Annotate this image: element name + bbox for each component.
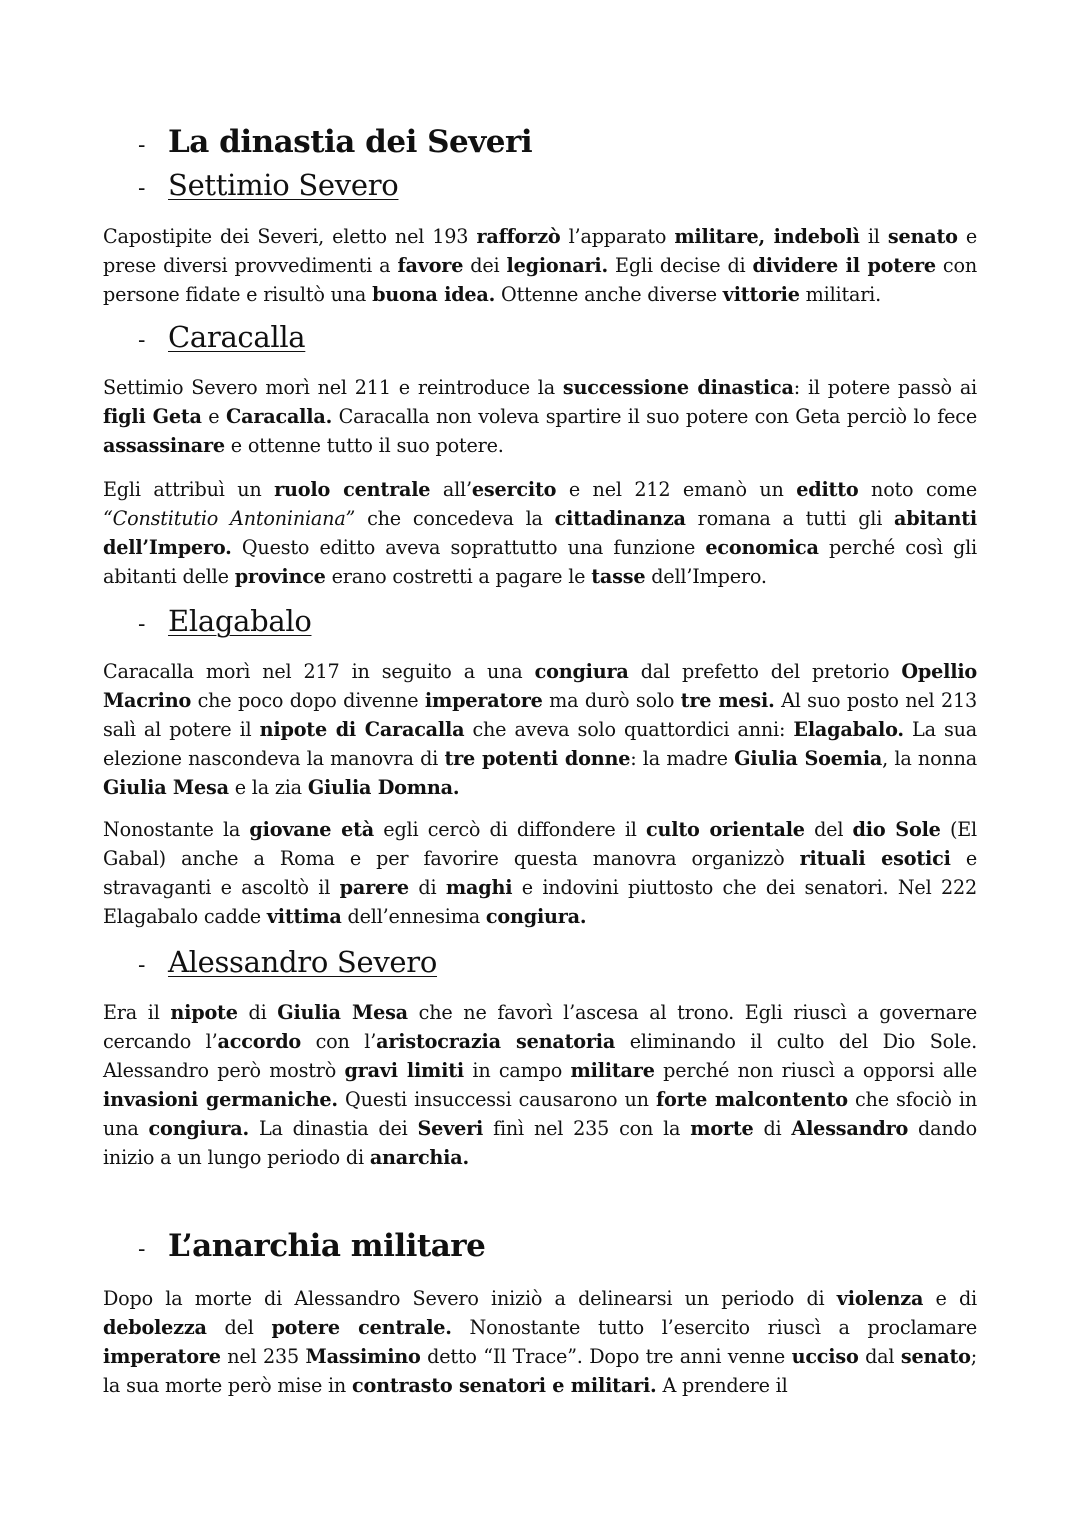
- subheading-title: Alessandro Severo: [168, 945, 438, 979]
- bold-term: tre potenti donne: [444, 747, 631, 770]
- bold-term: nipote di Caracalla: [259, 718, 465, 741]
- bold-term: violenza: [836, 1287, 924, 1310]
- bold-term: nipote: [170, 1001, 238, 1024]
- bold-term: vittorie: [722, 283, 800, 306]
- bold-term: Caracalla.: [226, 405, 333, 428]
- subheading-title: Caracalla: [168, 320, 306, 354]
- paragraph-caracalla-1: Settimio Severo morì nel 211 e reintroduce la successione dinastica: il potere passò ai figli Geta e Caracalla. Caracalla non voleva spartire il suo potere con Geta perciò lo fece assassinare e ottenne tutto il suo potere.: [103, 376, 978, 457]
- paragraph-elagabalo-2: Nonostante la giovane età egli cercò di diffondere il culto orientale del dio Sole (El Gabal) anche a Roma e per favorire questa manovra organizzò rituali esotici e stravaganti e ascoltò il parere di maghi e indovini piuttosto che dei senatori. Nel 222 Elagabalo cadde vittima dell’ennesima congiura.: [103, 818, 977, 928]
- heading-bullet: -: [138, 1237, 146, 1262]
- bold-term: imperatore: [103, 1345, 221, 1368]
- bold-term: province: [234, 565, 326, 588]
- bold-term: giovane età: [249, 818, 375, 841]
- bold-term: anarchia.: [369, 1146, 469, 1169]
- italic-term: “Constitutio Antoniniana”: [103, 507, 356, 530]
- bold-term: culto orientale: [646, 818, 805, 841]
- subheading-title: Settimio Severo: [168, 168, 399, 202]
- bold-term: dividere il potere: [752, 254, 936, 277]
- bold-term: dio Sole: [852, 818, 941, 841]
- bold-term: tre mesi.: [680, 689, 775, 712]
- subheading-alessandro: [138, 945, 437, 979]
- bold-term: Opellio Macrino: [103, 660, 978, 712]
- subheading-caracalla: [138, 320, 305, 354]
- bold-term: editto: [796, 478, 859, 501]
- bold-term: congiura: [534, 660, 629, 683]
- bold-term: assassinare: [103, 434, 225, 457]
- bold-term: legionari.: [506, 254, 608, 277]
- bold-term: parere: [339, 876, 409, 899]
- bold-term: economica: [705, 536, 819, 559]
- bold-term: Giulia Domna.: [307, 776, 460, 799]
- bold-term: buona idea.: [372, 283, 496, 306]
- heading-severi: [138, 124, 532, 160]
- bold-term: Alessandro: [791, 1117, 909, 1140]
- bold-term: Giulia Soemia: [734, 747, 883, 770]
- bold-term: ucciso: [791, 1345, 859, 1368]
- bold-term: cittadinanza: [554, 507, 686, 530]
- bold-term: potere centrale.: [271, 1316, 452, 1339]
- bold-term: forte malcontento: [655, 1088, 848, 1111]
- bold-term: Giulia Mesa: [103, 776, 229, 799]
- heading-title: L’anarchia militare: [168, 1228, 486, 1264]
- bold-term: gravi limiti: [344, 1059, 464, 1082]
- subheading-bullet: -: [138, 953, 146, 978]
- bold-term: Severi: [417, 1117, 484, 1140]
- bold-term: militare: [570, 1059, 655, 1082]
- paragraph-caracalla-2: Egli attribuì un ruolo centrale all’esercito e nel 212 emanò un editto noto come “Constitutio Antoniniana” che concedeva la cittadinanza romana a tutti gli abitanti dell’Impero. Questo editto aveva soprattutto una funzione economica perché così gli abitanti delle province erano costretti a pagare le tasse dell’Impero.: [103, 478, 978, 588]
- heading-bullet: -: [138, 133, 146, 158]
- bold-term: imperatore: [424, 689, 543, 712]
- subheading-title: Elagabalo: [168, 604, 312, 638]
- bold-term: figli Geta: [103, 405, 202, 428]
- bold-term: vittima: [266, 905, 342, 928]
- bold-term: tasse: [591, 565, 646, 588]
- paragraph-settimio: Capostipite dei Severi, eletto nel 193 rafforzò l’apparato militare, indebolì il senato e prese diversi provvedimenti a favore dei legionari. Egli decise di dividere il potere con persone fidate e risultò una buona idea. Ottenne anche diverse vittorie militari.: [103, 225, 977, 306]
- bold-term: congiura.: [148, 1117, 250, 1140]
- bold-term: debolezza: [103, 1316, 207, 1339]
- bold-term: Massimino: [305, 1345, 421, 1368]
- bold-term: Giulia Mesa: [277, 1001, 408, 1024]
- paragraph-anarchia: Dopo la morte di Alessandro Severo iniziò a delinearsi un periodo di violenza e di debolezza del potere centrale. Nonostante tutto l’esercito riuscì a proclamare imperatore nel 235 Massimino detto “Il Trace”. Dopo tre anni venne ucciso dal senato; la sua morte però mise in contrasto senatori e militari. A prendere il: [103, 1287, 977, 1397]
- bold-term: favore: [397, 254, 464, 277]
- bold-term: senato: [887, 225, 958, 248]
- bold-term: accordo: [217, 1030, 302, 1053]
- bold-term: successione dinastica: [562, 376, 794, 399]
- heading-title: La dinastia dei Severi: [168, 124, 533, 160]
- bold-term: abitanti dell’Impero.: [103, 507, 977, 559]
- paragraph-alessandro: Era il nipote di Giulia Mesa che ne favorì l’ascesa al trono. Egli riuscì a governare cercando l’accordo con l’aristocrazia senatoria eliminando il culto del Dio Sole. Alessandro però mostrò gravi limiti in campo militare perché non riuscì a opporsi alle invasioni germaniche. Questi insuccessi causarono un forte malcontento che sfociò in una congiura. La dinastia dei Severi finì nel 235 con la morte di Alessandro dando inizio a un lungo periodo di anarchia.: [103, 1001, 978, 1169]
- bold-term: ruolo centrale: [274, 478, 431, 501]
- bold-term: contrasto senatori e militari.: [352, 1374, 657, 1397]
- bold-term: congiura.: [485, 905, 587, 928]
- bold-term: esercito: [471, 478, 557, 501]
- subheading-bullet: -: [138, 612, 146, 637]
- bold-term: rafforzò: [476, 225, 561, 248]
- bold-term: maghi: [445, 876, 513, 899]
- subheading-bullet: -: [138, 176, 146, 201]
- bold-term: aristocrazia senatoria: [376, 1030, 616, 1053]
- subheading-bullet: -: [138, 328, 146, 353]
- bold-term: morte: [690, 1117, 754, 1140]
- subheading-settimio: [138, 168, 398, 202]
- bold-term: senato: [900, 1345, 971, 1368]
- paragraph-elagabalo-1: Caracalla morì nel 217 in seguito a una congiura dal prefetto del pretorio Opellio Macrino che poco dopo divenne imperatore ma durò solo tre mesi. Al suo posto nel 213 salì al potere il nipote di Caracalla che aveva solo quattordici anni: Elagabalo. La sua elezione nascondeva la manovra di tre potenti donne: la madre Giulia Soemia, la nonna Giulia Mesa e la zia Giulia Domna.: [103, 660, 978, 799]
- subheading-elagabalo: [138, 604, 311, 638]
- bold-term: Elagabalo.: [793, 718, 904, 741]
- bold-term: invasioni germaniche.: [103, 1088, 338, 1111]
- heading-anarchia: [138, 1228, 485, 1264]
- bold-term: rituali esotici: [799, 847, 951, 870]
- bold-term: militare, indebolì: [674, 225, 860, 248]
